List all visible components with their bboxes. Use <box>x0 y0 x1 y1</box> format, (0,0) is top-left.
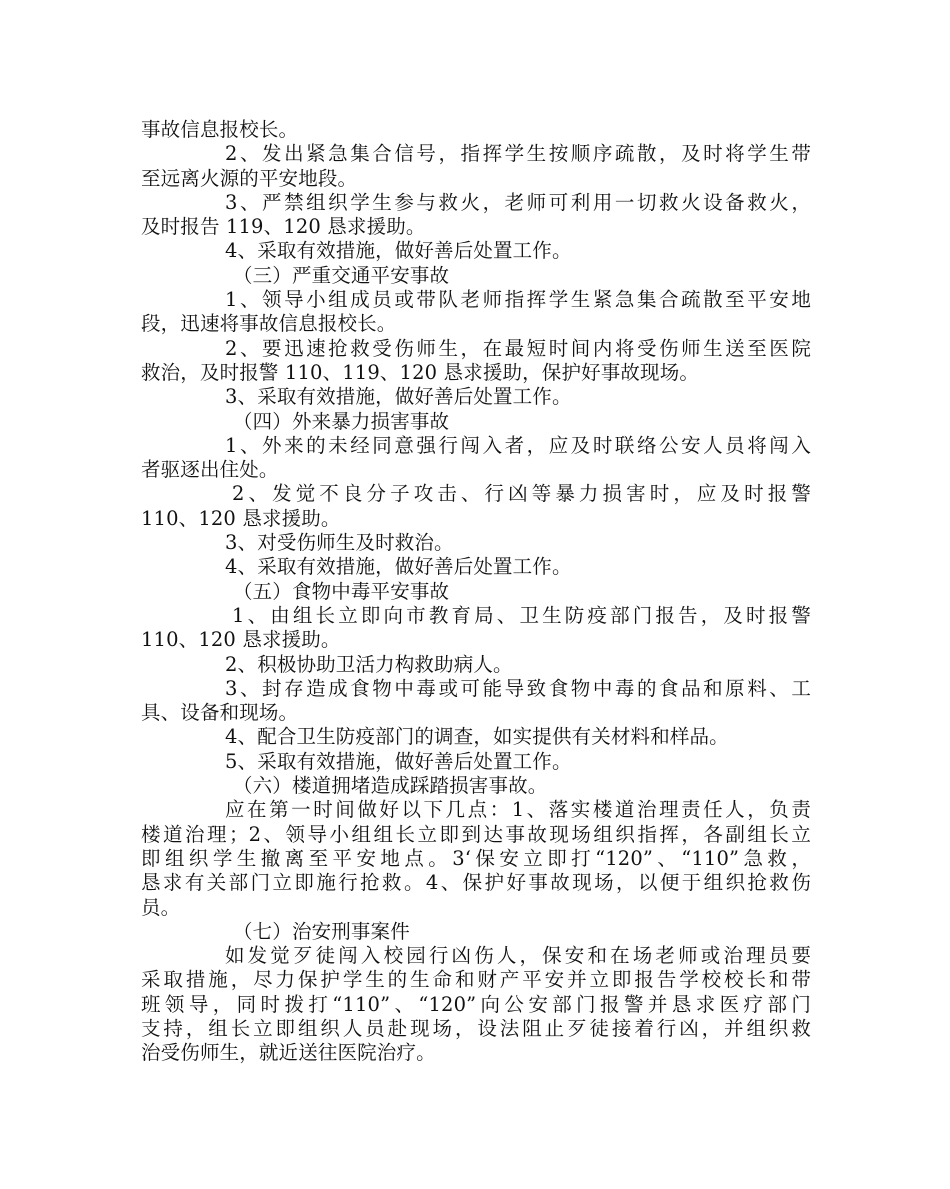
text-line: 3、严禁组织学生参与救火，老师可利用一切救火设备救火， <box>225 190 811 214</box>
text-line: 事故信息报校长。 <box>141 118 299 141</box>
text-line: 班领导，同时拨打“110”、“120”向公安部门报警并恳求医疗部门 <box>141 992 811 1016</box>
text-line: 1、领导小组成员或带队老师指挥学生紧急集合疏散至平安地 <box>225 288 811 312</box>
text-line: 段，迅速将事故信息报校长。 <box>141 312 397 336</box>
text-line: 110、120 恳求援助。 <box>141 628 341 652</box>
section-heading: （六）楼道拥堵造成踩踏损害事故。 <box>233 774 548 798</box>
text-line: 如发觉歹徒闯入校园行凶伤人，保安和在场老师或治理员要 <box>225 944 811 968</box>
text-line: 及时报告 119、120 恳求援助。 <box>141 215 426 239</box>
text-line: 4、采取有效措施，做好善后处置工作。 <box>225 239 572 263</box>
text-line: 支持，组长立即组织人员赴现场，设法阻止歹徒接着行凶，并组织救 <box>141 1016 811 1040</box>
text-line: 3、对受伤师生及时救治。 <box>225 531 454 555</box>
text-line: 2、发觉不良分子攻击、行凶等暴力损害时，应及时报警 <box>232 482 811 506</box>
text-line: 治受伤师生，就近送往医院治疗。 <box>141 1041 436 1065</box>
text-line: 者驱逐出住处。 <box>141 458 279 482</box>
text-line: 恳求有关部门立即施行抢救。4、保护好事故现场，以便于组织抢救伤 <box>141 871 811 895</box>
text-line: 1、由组长立即向市教育局、卫生防疫部门报告，及时报警 <box>232 603 811 627</box>
text-line: 应在第一时间做好以下几点：1、落实楼道治理责任人，负责 <box>225 798 811 822</box>
text-line: 3、采取有效措施，做好善后处置工作。 <box>225 385 572 409</box>
text-line: 采取措施，尽力保护学生的生命和财产平安并立即报告学校校长和带 <box>141 968 811 992</box>
text-line: 2、要迅速抢救受伤师生，在最短时间内将受伤师生送至医院 <box>225 336 811 360</box>
text-line: 至远离火源的平安地段。 <box>141 166 358 190</box>
text-line: 救治，及时报警 110、119、120 恳求援助，保护好事故现场。 <box>141 360 700 384</box>
text-line: 1、外来的未经同意强行闯入者，应及时联络公安人员将闯入 <box>225 433 811 457</box>
text-line: 4、采取有效措施，做好善后处置工作。 <box>225 555 572 579</box>
text-line: 2、积极协助卫活力构救助病人。 <box>225 652 513 676</box>
section-heading: （七）治安刑事案件 <box>233 919 410 943</box>
text-line: 5、采取有效措施，做好善后处置工作。 <box>225 749 572 773</box>
section-heading: （三）严重交通平安事故 <box>233 263 450 287</box>
text-line: 具、设备和现场。 <box>141 701 299 725</box>
text-line: 楼道治理；2、领导小组组长立即到达事故现场组织指挥，各副组长立 <box>141 822 811 846</box>
text-line: 110、120 恳求援助。 <box>141 506 341 530</box>
document-body <box>141 118 811 1066</box>
section-heading: （四）外来暴力损害事故 <box>233 409 450 433</box>
text-line: 4、配合卫生防疫部门的调查，如实提供有关材料和样品。 <box>225 725 729 749</box>
text-line: 员。 <box>141 895 181 919</box>
section-heading: （五）食物中毒平安事故 <box>233 579 450 603</box>
text-line: 2、发出紧急集合信号，指挥学生按顺序疏散，及时将学生带 <box>225 142 811 166</box>
text-line: 即组织学生撤离至平安地点。3‘保安立即打“120”、“110”急救， <box>141 846 811 870</box>
text-line: 3、封存造成食物中毒或可能导致食物中毒的食品和原料、工 <box>225 676 811 700</box>
